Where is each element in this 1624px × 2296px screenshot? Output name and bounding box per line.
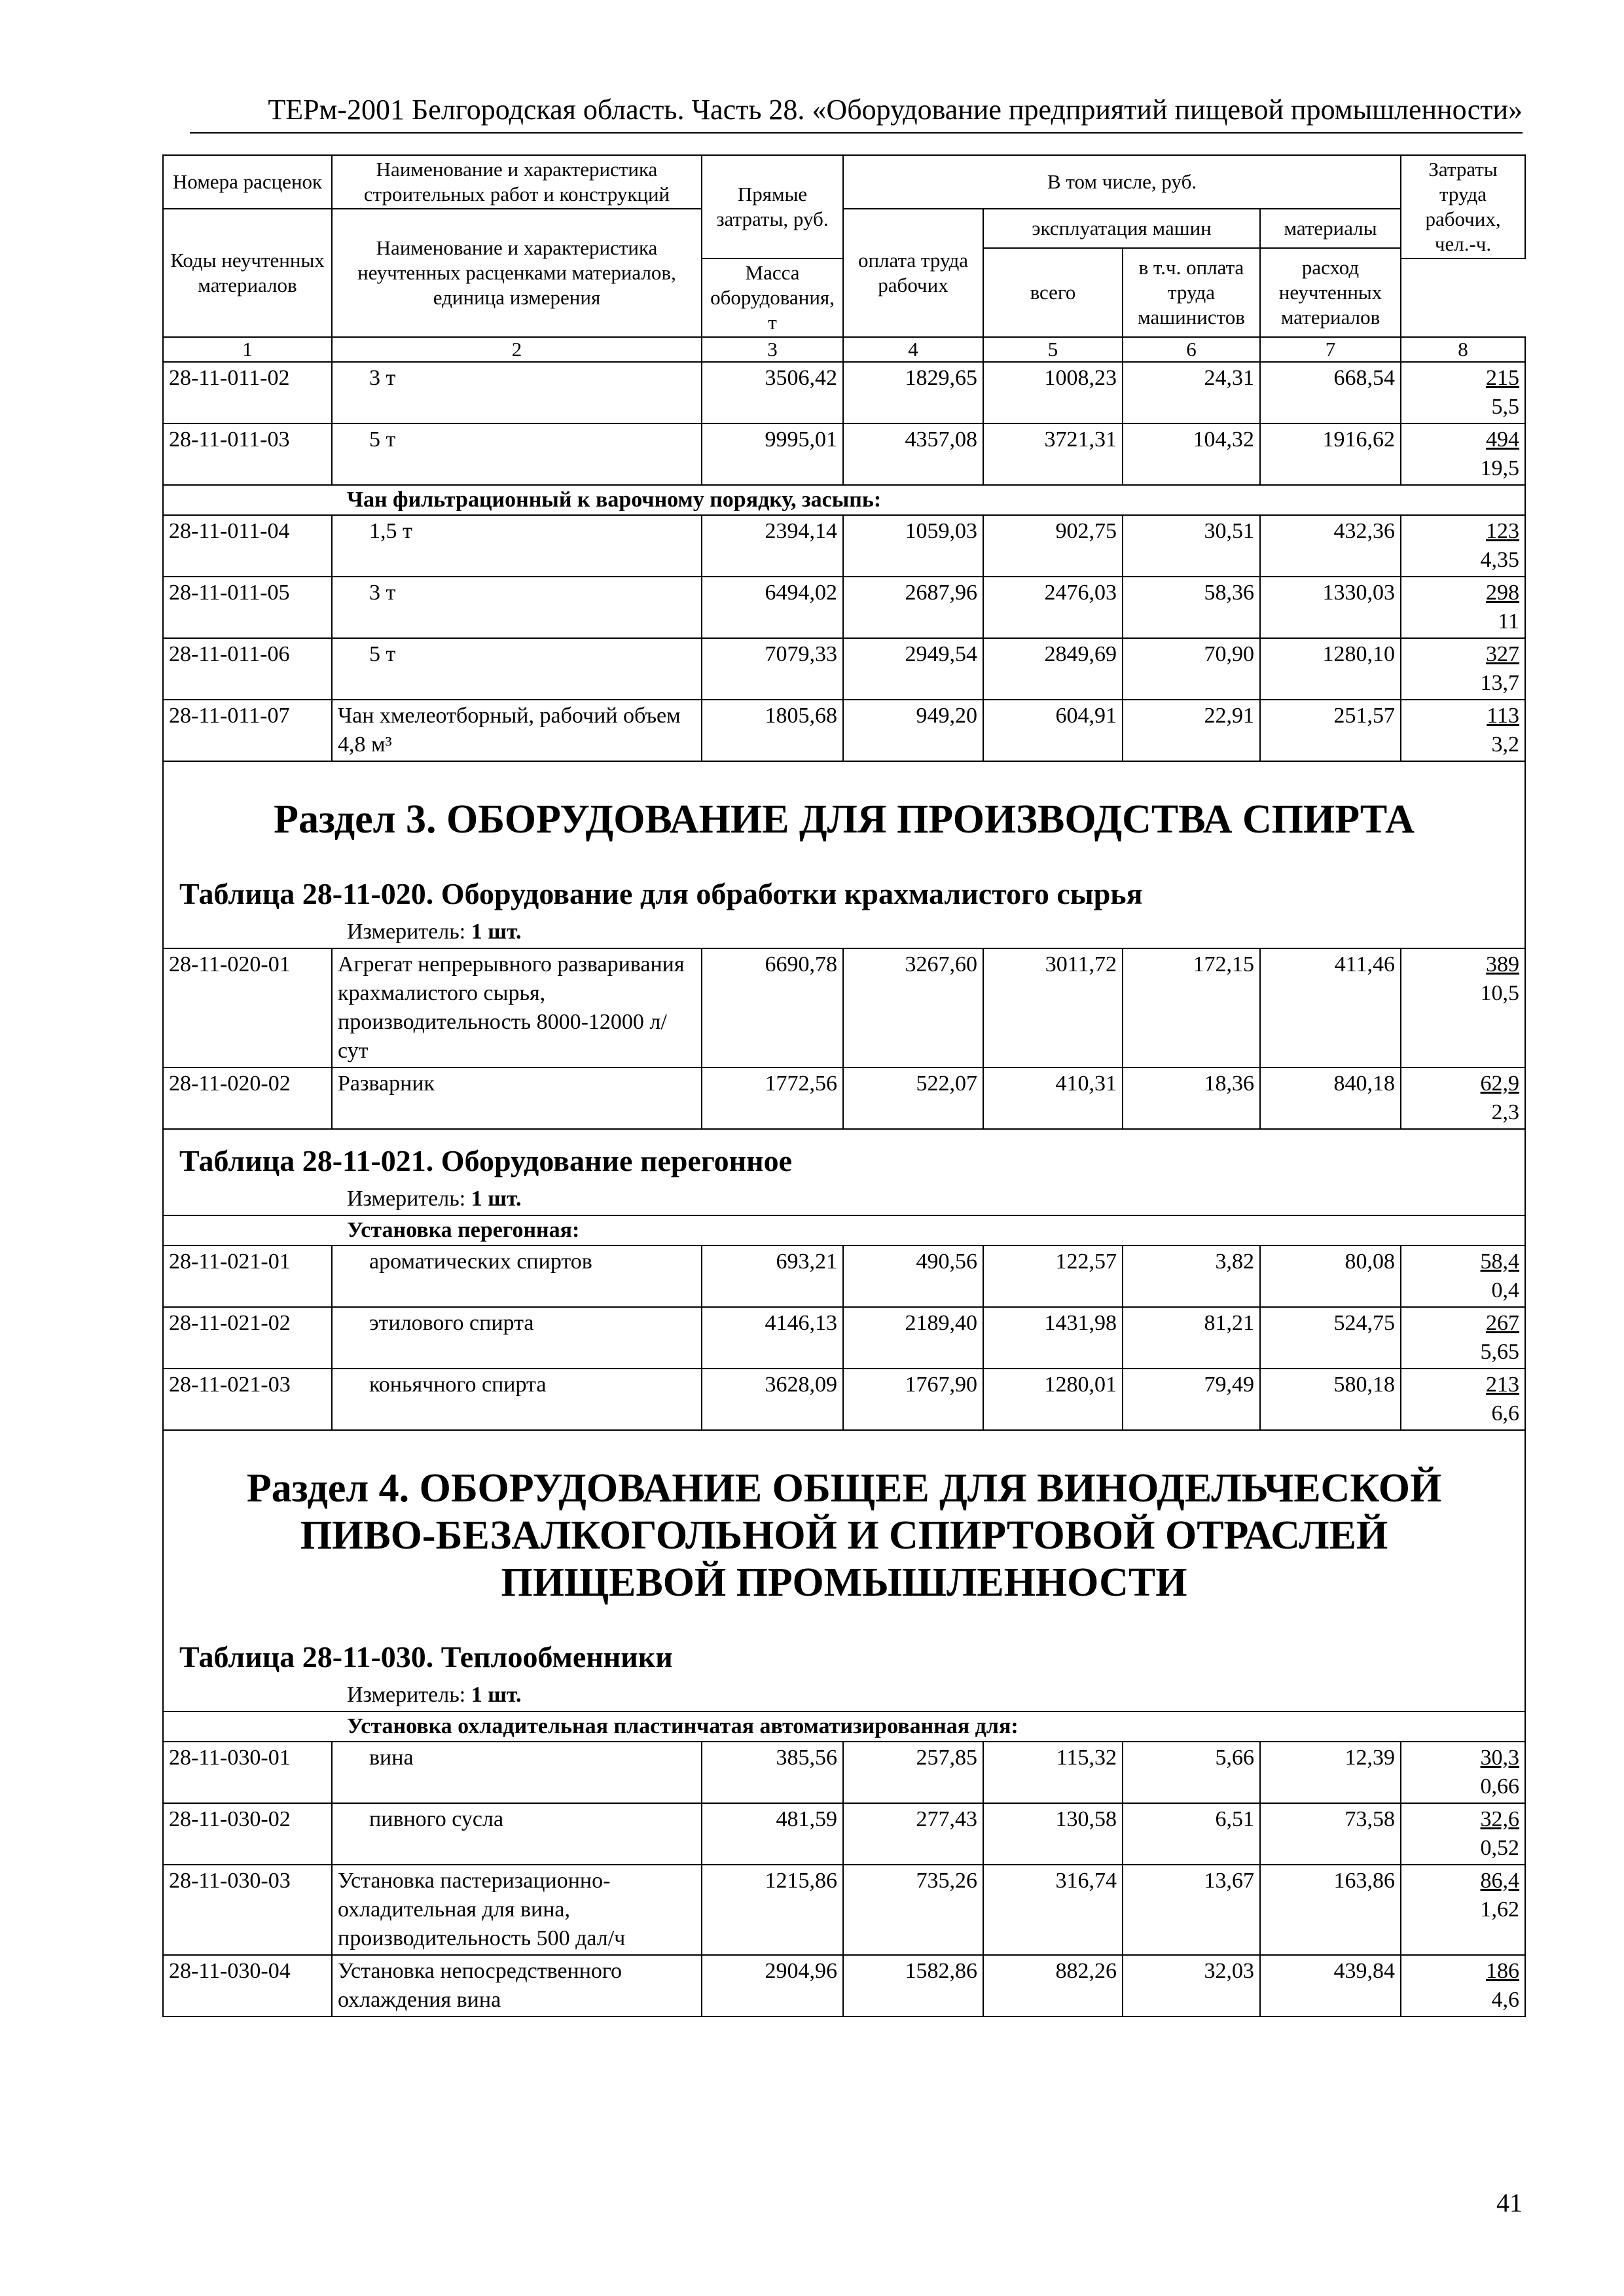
header-rule (190, 132, 1523, 134)
labor-costs: 32,6 (1480, 1807, 1520, 1831)
subheader-row (163, 1215, 1525, 1246)
subheader-row (163, 1712, 1525, 1742)
header-name-bottom: Наименование и характеристика неучтенных расценками материалов, единица измерения (332, 209, 702, 337)
rate-code: 28-11-011-07 (163, 700, 332, 761)
measure-label: Измеритель: (347, 1187, 466, 1211)
machine-total: 2476,03 (983, 577, 1123, 638)
column-number: 5 (983, 337, 1123, 362)
column-numbers-row (163, 337, 1525, 362)
machinist-pay: 58,36 (1123, 577, 1260, 638)
machinist-pay: 32,03 (1123, 1955, 1260, 2017)
labor-mass-cell (1401, 948, 1525, 1067)
equipment-mass: 19,5 (1480, 456, 1520, 480)
subheader-title: Установка перегонная: (163, 1215, 1525, 1246)
work-name: вина (332, 1742, 702, 1803)
page-header-title: ТЕРм-2001 Белгородская область. Часть 28. «Оборудование предприятий пищевой промышленности» (268, 94, 1523, 126)
machinist-pay: 70,90 (1123, 638, 1260, 700)
worker-pay: 277,43 (843, 1803, 983, 1865)
equipment-mass: 4,6 (1491, 1988, 1520, 2012)
labor-costs: 215 (1486, 366, 1520, 390)
table-row (163, 1067, 1525, 1129)
machinist-pay: 30,51 (1123, 515, 1260, 577)
machine-total: 122,57 (983, 1246, 1123, 1307)
machinist-pay: 79,49 (1123, 1369, 1260, 1430)
equipment-mass: 4,35 (1480, 548, 1520, 572)
materials: 580,18 (1260, 1369, 1401, 1430)
rate-code: 28-11-030-04 (163, 1955, 332, 2017)
labor-costs: 389 (1486, 952, 1520, 977)
labor-costs: 298 (1486, 581, 1520, 605)
materials: 163,86 (1260, 1865, 1401, 1955)
subheader-title: Установка охладительная пластинчатая автоматизированная для: (163, 1712, 1525, 1742)
table-row (163, 515, 1525, 577)
machine-total: 115,32 (983, 1742, 1123, 1803)
rate-code: 28-11-021-03 (163, 1369, 332, 1430)
labor-mass-cell (1401, 1369, 1525, 1430)
labor-mass-cell (1401, 577, 1525, 638)
column-number: 7 (1260, 337, 1401, 362)
labor-costs: 62,9 (1480, 1071, 1520, 1096)
direct-costs: 4146,13 (702, 1307, 843, 1369)
machine-total: 882,26 (983, 1955, 1123, 2017)
section-title-row (163, 1430, 1525, 1626)
header-direct-costs: Прямые затраты, руб. (702, 155, 843, 259)
materials: 80,08 (1260, 1246, 1401, 1307)
work-name: 5 т (332, 423, 702, 485)
work-name: Установка непосредственного охлаждения вина (332, 1955, 702, 2017)
measure-value: 1 шт. (471, 1683, 522, 1707)
column-number: 2 (332, 337, 702, 362)
section-title: Раздел 3. ОБОРУДОВАНИЕ ДЛЯ ПРОИЗВОДСТВА СПИРТА (163, 761, 1525, 863)
direct-costs: 3506,42 (702, 362, 843, 423)
rate-code: 28-11-021-02 (163, 1307, 332, 1369)
direct-costs: 7079,33 (702, 638, 843, 700)
materials: 411,46 (1260, 948, 1401, 1067)
worker-pay: 1767,90 (843, 1369, 983, 1430)
table-row (163, 362, 1525, 423)
machinist-pay: 18,36 (1123, 1067, 1260, 1129)
rate-code: 28-11-020-01 (163, 948, 332, 1067)
labor-mass-cell (1401, 638, 1525, 700)
table-header-row-2 (163, 209, 1525, 248)
table-row (163, 423, 1525, 485)
materials: 12,39 (1260, 1742, 1401, 1803)
machinist-pay: 6,51 (1123, 1803, 1260, 1865)
table-title-row (163, 863, 1525, 919)
labor-mass-cell (1401, 362, 1525, 423)
direct-costs: 3628,09 (702, 1369, 843, 1430)
measure-line (163, 1682, 1525, 1712)
equipment-mass: 13,7 (1480, 671, 1520, 695)
worker-pay: 1582,86 (843, 1955, 983, 2017)
materials: 439,84 (1260, 1955, 1401, 2017)
labor-costs: 58,4 (1480, 1249, 1520, 1274)
work-name: Установка пастеризационно-охладительная для вина, производительность 500 дал/ч (332, 1865, 702, 1955)
equipment-mass: 5,65 (1480, 1340, 1520, 1364)
machine-total: 3721,31 (983, 423, 1123, 485)
header-in-that: В том числе, руб. (843, 155, 1401, 209)
machine-total: 410,31 (983, 1067, 1123, 1129)
direct-costs: 9995,01 (702, 423, 843, 485)
table-row (163, 577, 1525, 638)
machine-total: 902,75 (983, 515, 1123, 577)
materials: 524,75 (1260, 1307, 1401, 1369)
machinist-pay: 22,91 (1123, 700, 1260, 761)
materials: 1330,03 (1260, 577, 1401, 638)
worker-pay: 1829,65 (843, 362, 983, 423)
labor-mass-cell (1401, 1803, 1525, 1865)
header-pay: оплата труда рабочих (843, 209, 983, 337)
machinist-pay: 104,32 (1123, 423, 1260, 485)
table-title-row (163, 1626, 1525, 1682)
subheader-row (163, 485, 1525, 515)
direct-costs: 1215,86 (702, 1865, 843, 1955)
equipment-mass: 6,6 (1491, 1401, 1520, 1426)
materials: 840,18 (1260, 1067, 1401, 1129)
machine-total: 2849,69 (983, 638, 1123, 700)
price-table (162, 154, 1526, 2017)
worker-pay: 522,07 (843, 1067, 983, 1129)
labor-costs: 186 (1486, 1959, 1520, 1983)
machine-total: 1431,98 (983, 1307, 1123, 1369)
machine-total: 1280,01 (983, 1369, 1123, 1430)
materials: 251,57 (1260, 700, 1401, 761)
work-name: 1,5 т (332, 515, 702, 577)
measure-row (163, 919, 1525, 948)
table-row (163, 948, 1525, 1067)
equipment-mass: 3,2 (1491, 732, 1520, 757)
worker-pay: 4357,08 (843, 423, 983, 485)
machine-total: 130,58 (983, 1803, 1123, 1865)
labor-costs: 113 (1487, 704, 1520, 728)
labor-mass-cell (1401, 1742, 1525, 1803)
equipment-mass: 1,62 (1480, 1897, 1520, 1922)
page-number: 41 (1496, 2188, 1523, 2217)
rate-code: 28-11-020-02 (163, 1067, 332, 1129)
machine-total: 316,74 (983, 1865, 1123, 1955)
equipment-mass: 2,3 (1491, 1100, 1520, 1124)
equipment-mass: 5,5 (1491, 395, 1520, 419)
table-row (163, 1803, 1525, 1865)
labor-costs: 30,3 (1480, 1746, 1520, 1770)
column-number: 1 (163, 337, 332, 362)
labor-mass-cell (1401, 1067, 1525, 1129)
header-mat-consumption: расход неучтенных материалов (1260, 248, 1401, 337)
measure-line (163, 919, 1525, 948)
rate-code: 28-11-011-05 (163, 577, 332, 638)
worker-pay: 3267,60 (843, 948, 983, 1067)
materials: 432,36 (1260, 515, 1401, 577)
work-name: 3 т (332, 362, 702, 423)
work-name: 5 т (332, 638, 702, 700)
header-incl-pay: в т.ч. оплата труда машинистов (1123, 248, 1260, 337)
machine-total: 604,91 (983, 700, 1123, 761)
table-title: Таблица 28-11-030. Теплообменники (163, 1626, 1525, 1682)
measure-label: Измеритель: (347, 1683, 466, 1707)
table-row (163, 1369, 1525, 1430)
rate-code: 28-11-011-03 (163, 423, 332, 485)
machine-total: 1008,23 (983, 362, 1123, 423)
measure-row (163, 1186, 1525, 1215)
machinist-pay: 3,82 (1123, 1246, 1260, 1307)
worker-pay: 1059,03 (843, 515, 983, 577)
header-mass: Масса оборудования, т (702, 259, 843, 337)
labor-mass-cell (1401, 1865, 1525, 1955)
labor-mass-cell (1401, 1307, 1525, 1369)
materials: 668,54 (1260, 362, 1401, 423)
table-title: Таблица 28-11-021. Оборудование перегонное (163, 1129, 1525, 1186)
section-title: Раздел 4. ОБОРУДОВАНИЕ ОБЩЕЕ ДЛЯ ВИНОДЕЛЬЧЕСКОЙ ПИВО-БЕЗАЛКОГОЛЬНОЙ И СПИРТОВОЙ ОТРАСЛЕЙ ПИЩЕВОЙ ПРОМЫШЛЕННОСТИ (163, 1430, 1525, 1626)
table-row (163, 1742, 1525, 1803)
table-row (163, 1246, 1525, 1307)
header-total: всего (983, 248, 1123, 337)
rate-code: 28-11-030-01 (163, 1742, 332, 1803)
direct-costs: 1805,68 (702, 700, 843, 761)
rate-code: 28-11-021-01 (163, 1246, 332, 1307)
header-codes-top: Номера расценок (163, 155, 332, 209)
table-header-row-1 (163, 155, 1525, 209)
machine-total: 3011,72 (983, 948, 1123, 1067)
measure-row (163, 1682, 1525, 1712)
labor-costs: 327 (1486, 642, 1520, 666)
direct-costs: 481,59 (702, 1803, 843, 1865)
labor-costs: 494 (1486, 427, 1520, 452)
direct-costs: 2394,14 (702, 515, 843, 577)
machinist-pay: 5,66 (1123, 1742, 1260, 1803)
equipment-mass: 10,5 (1480, 981, 1520, 1005)
worker-pay: 2189,40 (843, 1307, 983, 1369)
equipment-mass: 0,4 (1491, 1278, 1520, 1302)
labor-costs: 123 (1486, 519, 1520, 543)
table-row (163, 700, 1525, 761)
measure-line (163, 1186, 1525, 1215)
header-codes-bottom: Коды неучтенных материалов (163, 209, 332, 337)
header-labor-costs: Затраты труда рабочих, чел.-ч. (1401, 155, 1525, 259)
labor-costs: 267 (1486, 1311, 1520, 1335)
measure-value: 1 шт. (471, 1187, 522, 1211)
rate-code: 28-11-030-02 (163, 1803, 332, 1865)
work-name: этилового спирта (332, 1307, 702, 1369)
work-name: пивного сусла (332, 1803, 702, 1865)
rate-code: 28-11-011-06 (163, 638, 332, 700)
table-row (163, 1865, 1525, 1955)
labor-costs: 86,4 (1480, 1869, 1520, 1893)
work-name: 3 т (332, 577, 702, 638)
machinist-pay: 172,15 (1123, 948, 1260, 1067)
labor-mass-cell (1401, 1955, 1525, 2017)
section-title-row (163, 761, 1525, 863)
column-number: 3 (702, 337, 843, 362)
table-row (163, 1955, 1525, 2017)
materials: 1916,62 (1260, 423, 1401, 485)
equipment-mass: 0,66 (1480, 1774, 1520, 1799)
worker-pay: 949,20 (843, 700, 983, 761)
worker-pay: 735,26 (843, 1865, 983, 1955)
labor-mass-cell (1401, 1246, 1525, 1307)
labor-mass-cell (1401, 423, 1525, 485)
work-name: Разварник (332, 1067, 702, 1129)
labor-costs: 213 (1486, 1372, 1520, 1397)
table-row (163, 1307, 1525, 1369)
labor-mass-cell (1401, 515, 1525, 577)
work-name: ароматических спиртов (332, 1246, 702, 1307)
rate-code: 28-11-011-04 (163, 515, 332, 577)
column-number: 6 (1123, 337, 1260, 362)
machinist-pay: 13,67 (1123, 1865, 1260, 1955)
work-name: коньячного спирта (332, 1369, 702, 1430)
worker-pay: 2949,54 (843, 638, 983, 700)
machinist-pay: 24,31 (1123, 362, 1260, 423)
worker-pay: 257,85 (843, 1742, 983, 1803)
header-machines: эксплуатация машин (983, 209, 1260, 248)
header-materials: материалы (1260, 209, 1401, 248)
worker-pay: 2687,96 (843, 577, 983, 638)
machinist-pay: 81,21 (1123, 1307, 1260, 1369)
column-number: 8 (1401, 337, 1525, 362)
column-number: 4 (843, 337, 983, 362)
direct-costs: 6494,02 (702, 577, 843, 638)
direct-costs: 1772,56 (702, 1067, 843, 1129)
materials: 73,58 (1260, 1803, 1401, 1865)
work-name: Агрегат непрерывного разваривания крахмалистого сырья, производительность 8000-12000 л/сут (332, 948, 702, 1067)
table-title-row (163, 1129, 1525, 1186)
rate-code: 28-11-011-02 (163, 362, 332, 423)
rate-code: 28-11-030-03 (163, 1865, 332, 1955)
worker-pay: 490,56 (843, 1246, 983, 1307)
direct-costs: 693,21 (702, 1246, 843, 1307)
equipment-mass: 0,52 (1480, 1836, 1520, 1860)
materials: 1280,10 (1260, 638, 1401, 700)
equipment-mass: 11 (1498, 609, 1520, 634)
labor-mass-cell (1401, 700, 1525, 761)
measure-value: 1 шт. (471, 920, 522, 944)
direct-costs: 385,56 (702, 1742, 843, 1803)
table-title: Таблица 28-11-020. Оборудование для обработки крахмалистого сырья (163, 863, 1525, 919)
direct-costs: 6690,78 (702, 948, 843, 1067)
table-row (163, 638, 1525, 700)
work-name: Чан хмелеотборный, рабочий объем 4,8 м³ (332, 700, 702, 761)
subheader-title: Чан фильтрационный к варочному порядку, засыпь: (163, 485, 1525, 515)
direct-costs: 2904,96 (702, 1955, 843, 2017)
measure-label: Измеритель: (347, 920, 466, 944)
header-name-top: Наименование и характеристика строительных работ и конструкций (332, 155, 702, 209)
